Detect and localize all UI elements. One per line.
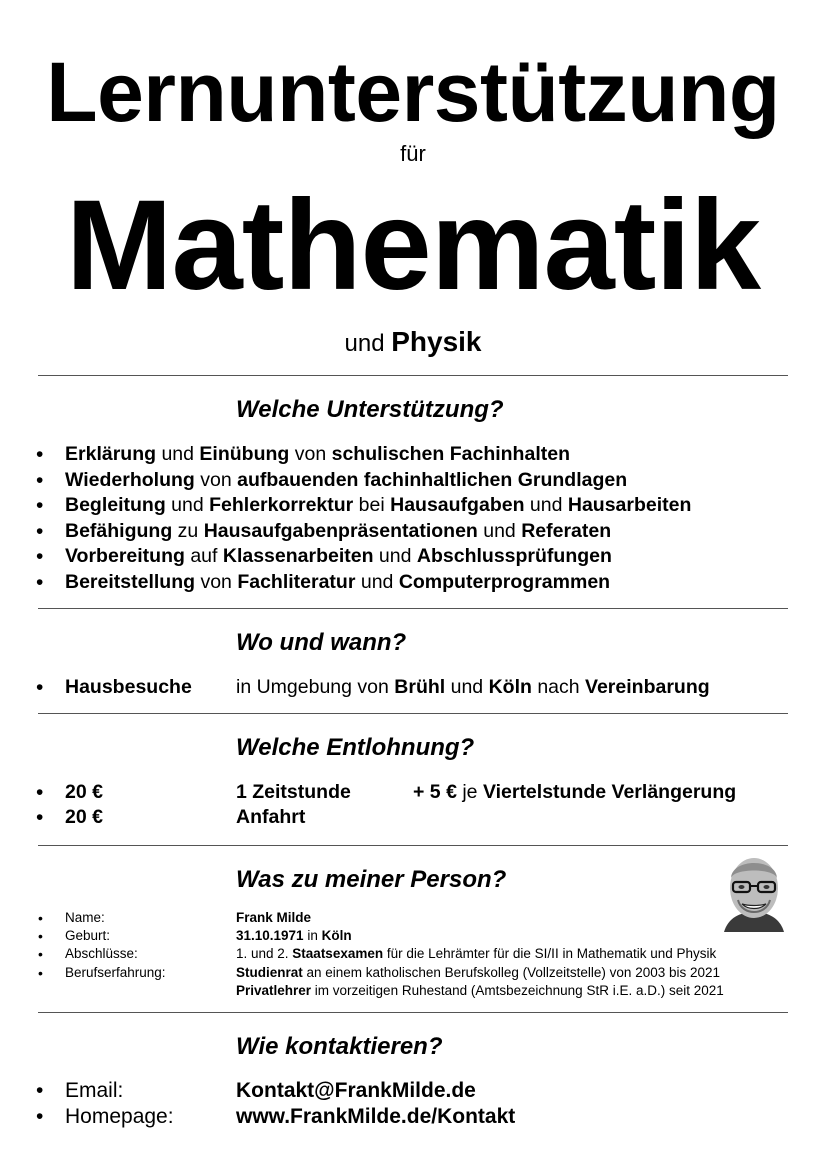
title-mathematik: Mathematik bbox=[65, 174, 761, 317]
support-item bbox=[36, 570, 691, 596]
text: von bbox=[195, 570, 238, 593]
bold-text: Hausaufgabenpräsentationen bbox=[203, 519, 478, 542]
divider bbox=[38, 845, 788, 846]
pay-price-travel: 20 € bbox=[65, 806, 103, 828]
subtitle-physik: Physik bbox=[391, 326, 482, 357]
support-item bbox=[36, 442, 691, 468]
email-link[interactable]: Kontakt@FrankMilde.de bbox=[236, 1079, 476, 1102]
text: und bbox=[165, 494, 210, 516]
text: bei bbox=[353, 494, 391, 516]
heading-where: Wo und wann? bbox=[236, 629, 407, 656]
bold-text: Wiederholung bbox=[65, 468, 195, 491]
text: und bbox=[524, 494, 568, 516]
bold-text: Hausarbeiten bbox=[567, 494, 692, 516]
bold-text: Köln bbox=[321, 928, 352, 944]
text: nach bbox=[531, 676, 586, 698]
text: und bbox=[355, 570, 399, 593]
pay-unit-hour: 1 Zeitstunde bbox=[236, 781, 351, 803]
heading-support: Welche Unterstützung? bbox=[236, 396, 504, 423]
title-connector: für bbox=[400, 141, 426, 166]
text: an einem katholischen Berufskolleg (Vollzeitstelle) von 2003 bis 2021 bbox=[302, 964, 721, 980]
bold-text: Hausaufgaben bbox=[390, 494, 525, 516]
bold-text: aufbauenden fachinhaltlichen Grundlagen bbox=[237, 468, 628, 491]
bold-text: Studienrat bbox=[236, 964, 303, 980]
bold-text: Staatsexamen bbox=[292, 946, 384, 962]
pay-unit-travel: Anfahrt bbox=[236, 806, 306, 828]
text: in Umgebung von bbox=[236, 676, 395, 698]
support-list bbox=[36, 442, 691, 595]
heading-contact: Wie kontaktieren? bbox=[236, 1033, 443, 1060]
support-item bbox=[36, 493, 691, 519]
text: zu bbox=[172, 519, 204, 542]
person-label: Berufserfahrung: bbox=[65, 964, 166, 980]
text: im vorzeitigen Ruhestand (Amtsbezeichnung StR i.E. a.D.) seit 2021 bbox=[311, 982, 724, 998]
text: und bbox=[373, 545, 417, 567]
person-value bbox=[236, 945, 716, 963]
bold-text: Erklärung bbox=[65, 443, 157, 465]
pay-price-hour: 20 € bbox=[65, 781, 103, 803]
bold-text: schulischen Fachinhalten bbox=[331, 443, 570, 465]
bold-text: Befähigung bbox=[65, 519, 173, 542]
person-value bbox=[236, 909, 311, 927]
subtitle bbox=[0, 326, 826, 360]
text: in bbox=[303, 928, 322, 944]
where-label: Hausbesuche bbox=[65, 676, 192, 698]
bold-text: Abschlussprüfungen bbox=[416, 545, 612, 567]
bold-text: Vereinbarung bbox=[585, 676, 710, 698]
bullet: • bbox=[38, 946, 43, 963]
text: und bbox=[445, 676, 489, 698]
bold-text: Privatlehrer bbox=[236, 982, 312, 998]
bold-text: + 5 € bbox=[413, 781, 457, 803]
person-value bbox=[236, 964, 720, 982]
bullet: • bbox=[36, 1105, 44, 1128]
text: für die Lehrämter für die SI/II in Mathematik und Physik bbox=[383, 946, 717, 962]
title-lernunterstuetzung: Lernunterstützung bbox=[46, 45, 780, 139]
divider bbox=[38, 375, 788, 376]
homepage-link[interactable]: www.FrankMilde.de/Kontakt bbox=[236, 1105, 516, 1128]
bullet: • bbox=[36, 1079, 44, 1102]
text: von bbox=[194, 468, 238, 491]
bold-text: Referaten bbox=[521, 519, 612, 542]
bold-text: Brühl bbox=[394, 676, 446, 698]
bold-text: Fachliteratur bbox=[237, 570, 356, 593]
bold-text: Einübung bbox=[199, 443, 290, 465]
heading-person: Was zu meiner Person? bbox=[236, 866, 507, 893]
person-label: Abschlüsse: bbox=[65, 946, 138, 962]
bold-text: Begleitung bbox=[65, 494, 166, 516]
bold-text: Fehlerkorrektur bbox=[209, 494, 354, 516]
text: und bbox=[156, 443, 200, 465]
text: je bbox=[456, 781, 483, 803]
bold-text: Bereitstellung bbox=[65, 570, 196, 593]
bold-text: Vorbereitung bbox=[65, 545, 185, 567]
heading-pay: Welche Entlohnung? bbox=[236, 734, 475, 761]
divider bbox=[38, 713, 788, 714]
support-item bbox=[36, 468, 691, 494]
portrait-photo bbox=[718, 848, 790, 932]
person-value bbox=[236, 927, 352, 945]
text: auf bbox=[184, 545, 223, 567]
text: von bbox=[289, 443, 332, 465]
bold-text: Viertelstunde Verlängerung bbox=[482, 781, 737, 803]
support-item bbox=[36, 519, 691, 545]
homepage-label: Homepage: bbox=[65, 1105, 174, 1128]
email-label: Email: bbox=[65, 1079, 124, 1102]
divider bbox=[38, 1012, 788, 1013]
support-item bbox=[36, 544, 691, 570]
bullet: • bbox=[38, 928, 43, 945]
text: 1. und 2. bbox=[236, 946, 293, 962]
bullet: • bbox=[36, 676, 44, 699]
bold-text: Computerprogrammen bbox=[398, 570, 611, 593]
bullet: • bbox=[36, 781, 44, 804]
bullet: • bbox=[38, 910, 43, 926]
where-text bbox=[236, 675, 710, 700]
text: und bbox=[477, 519, 522, 542]
bullet: • bbox=[36, 806, 44, 829]
divider bbox=[38, 608, 788, 609]
bold-text: Klassenarbeiten bbox=[222, 545, 374, 567]
subtitle-und: und bbox=[344, 330, 385, 357]
bullet: • bbox=[38, 964, 43, 981]
pay-extra bbox=[413, 780, 736, 805]
person-label: Name: bbox=[65, 910, 105, 925]
bold-text: Köln bbox=[488, 676, 532, 698]
bold-text: Frank Milde bbox=[236, 910, 312, 925]
person-value bbox=[236, 982, 724, 1000]
bold-text: 31.10.1971 bbox=[236, 928, 304, 944]
person-label: Geburt: bbox=[65, 928, 111, 944]
